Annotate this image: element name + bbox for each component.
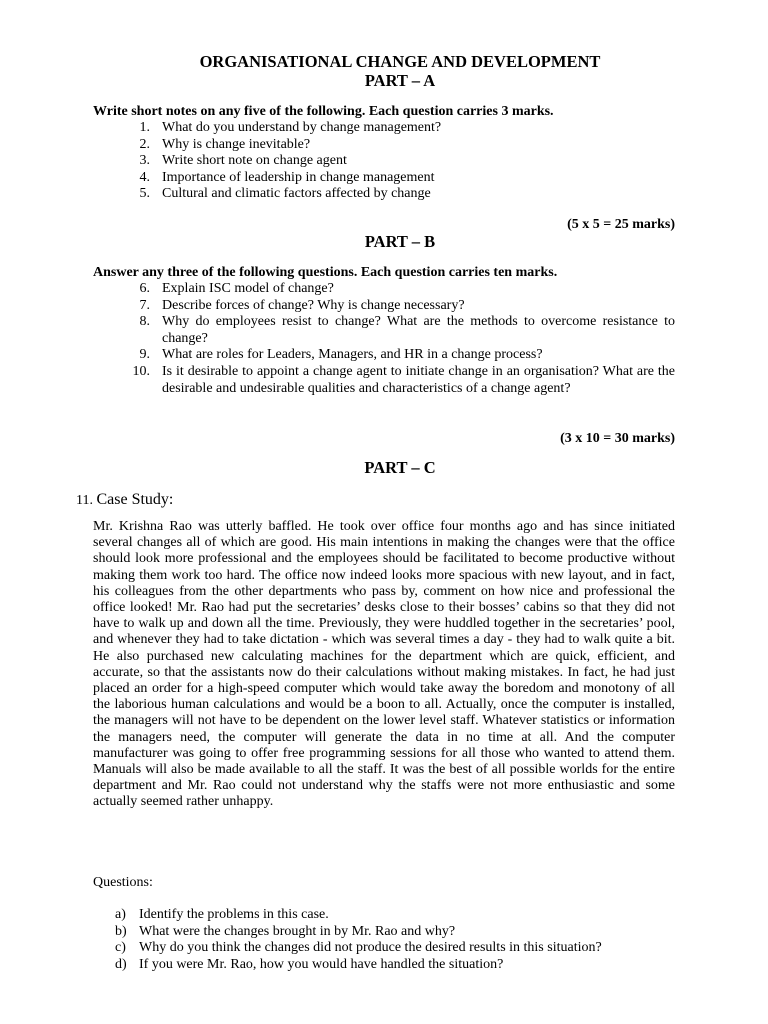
question-item: [93, 314, 675, 347]
part-b-instruction: Answer any three of the following questions. Each question carries ten marks.: [93, 265, 558, 280]
case-study-heading: [76, 491, 173, 509]
question-item: [93, 281, 675, 298]
question-number: 8.: [139, 314, 150, 330]
part-a-heading: PART – A: [364, 71, 436, 90]
part-c-heading: PART – C: [364, 458, 436, 477]
question-item: [93, 347, 675, 364]
question-number: 6.: [139, 281, 150, 296]
case-question-text: If you were Mr. Rao, how you would have handled the situation?: [139, 957, 504, 973]
question-text: Importance of leadership in change management: [162, 169, 435, 185]
case-question-text: What were the changes brought in by Mr. Rao and why?: [139, 923, 456, 939]
part-b-question-list: [93, 281, 675, 397]
question-text: What are roles for Leaders, Managers, and HR in a change process?: [162, 347, 543, 363]
question-item: [93, 120, 675, 137]
question-text: Write short note on change agent: [162, 153, 347, 169]
question-number: 7.: [139, 297, 150, 313]
question-number: 1.: [139, 120, 150, 135]
question-item: [93, 186, 675, 203]
question-text: What do you understand by change management?: [162, 120, 442, 135]
part-a-marks: (5 x 5 = 25 marks): [567, 217, 675, 232]
question-item: [93, 298, 675, 315]
part-b-heading: PART – B: [364, 232, 436, 251]
part-b-marks: (3 x 10 = 30 marks): [560, 431, 675, 446]
part-a-instruction: Write short notes on any five of the following. Each question carries 3 marks.: [93, 104, 554, 119]
part-a-question-list: [93, 120, 675, 203]
case-question-letter: a): [115, 907, 126, 922]
question-item: [93, 153, 675, 170]
case-question-item: [93, 907, 675, 924]
case-question-item: [93, 924, 675, 941]
question-text: Describe forces of change? Why is change necessary?: [162, 297, 465, 313]
question-text: Cultural and climatic factors affected by change: [162, 186, 431, 202]
question-item: [93, 364, 675, 397]
case-question-text: Identify the problems in this case.: [139, 907, 329, 922]
question-number: 5.: [139, 186, 150, 202]
question-number: 4.: [139, 169, 150, 185]
question-item: [93, 137, 675, 154]
case-question-item: [93, 940, 675, 957]
case-question-letter: c): [115, 940, 126, 956]
question-text: Is it desirable to appoint a change agent to initiate change in an organisation? What are the desirable and undesirable qualities and characteristics of a change agent?: [162, 363, 675, 396]
question-number: 9.: [139, 347, 150, 363]
case-study-text: Mr. Krishna Rao was utterly baffled. He took over office four months ago and has since initiated several changes all of which are good. His main intentions in making the changes were that the office should look more professional and the employees should be facilitated to become productive without making them work too hard. The office now indeed looks more spacious with new layout, and in fact, his colleagues from the other departments who pass by, comment on how nice and professional the office looked! Mr. Rao had put the secretaries’ desks close to their bosses’ cabins so that they did not have to walk up and down all the time. Previously, they were huddled together in the secretaries’ pool, and whenever they had to take dictation - which was several times a day - they had to walk quite a bit. He also purchased new calculating machines for the department which are quick, efficient, and accurate, so that the assistants now do their calculations without making mistakes. In fact, he had just placed an order for a high-speed computer which would take away the boredom and monotony of all the laborious human calculations and would be a boon to all. Actually, once the computer is installed, the managers will not have to be dependent on the lower level staff. Whatever statistics or information the managers need, the computer will generate the data in no time at all. And the computer manufacturer was going to offer free programming sessions for all those who wanted to attend them. Manuals will also be made available to all the staff. It was the best of all possible worlds for the entire department and Mr. Rao could not understand why the staffs were not more enthusiastic and some actually seemed rather unhappy.: [93, 519, 675, 810]
question-text: Why do employees resist to change? What are the methods to overcome resistance to change?: [162, 314, 675, 346]
question-text: Why is change inevitable?: [162, 136, 311, 152]
case-number: 11.: [76, 493, 93, 508]
questions-label: Questions:: [93, 875, 153, 890]
question-number: 3.: [139, 153, 150, 169]
case-question-text: Why do you think the changes did not produce the desired results in this situation?: [139, 940, 602, 956]
case-questions-list: [93, 907, 675, 974]
case-title: Case Study:: [96, 491, 174, 508]
question-item: [93, 170, 675, 187]
question-text: Explain ISC model of change?: [162, 281, 334, 296]
question-number: 2.: [139, 136, 150, 152]
case-question-item: [93, 957, 675, 974]
question-number: 10.: [132, 363, 150, 379]
document-title: ORGANISATIONAL CHANGE AND DEVELOPMENT: [199, 52, 601, 71]
case-question-letter: d): [115, 957, 127, 973]
case-question-letter: b): [115, 923, 127, 939]
